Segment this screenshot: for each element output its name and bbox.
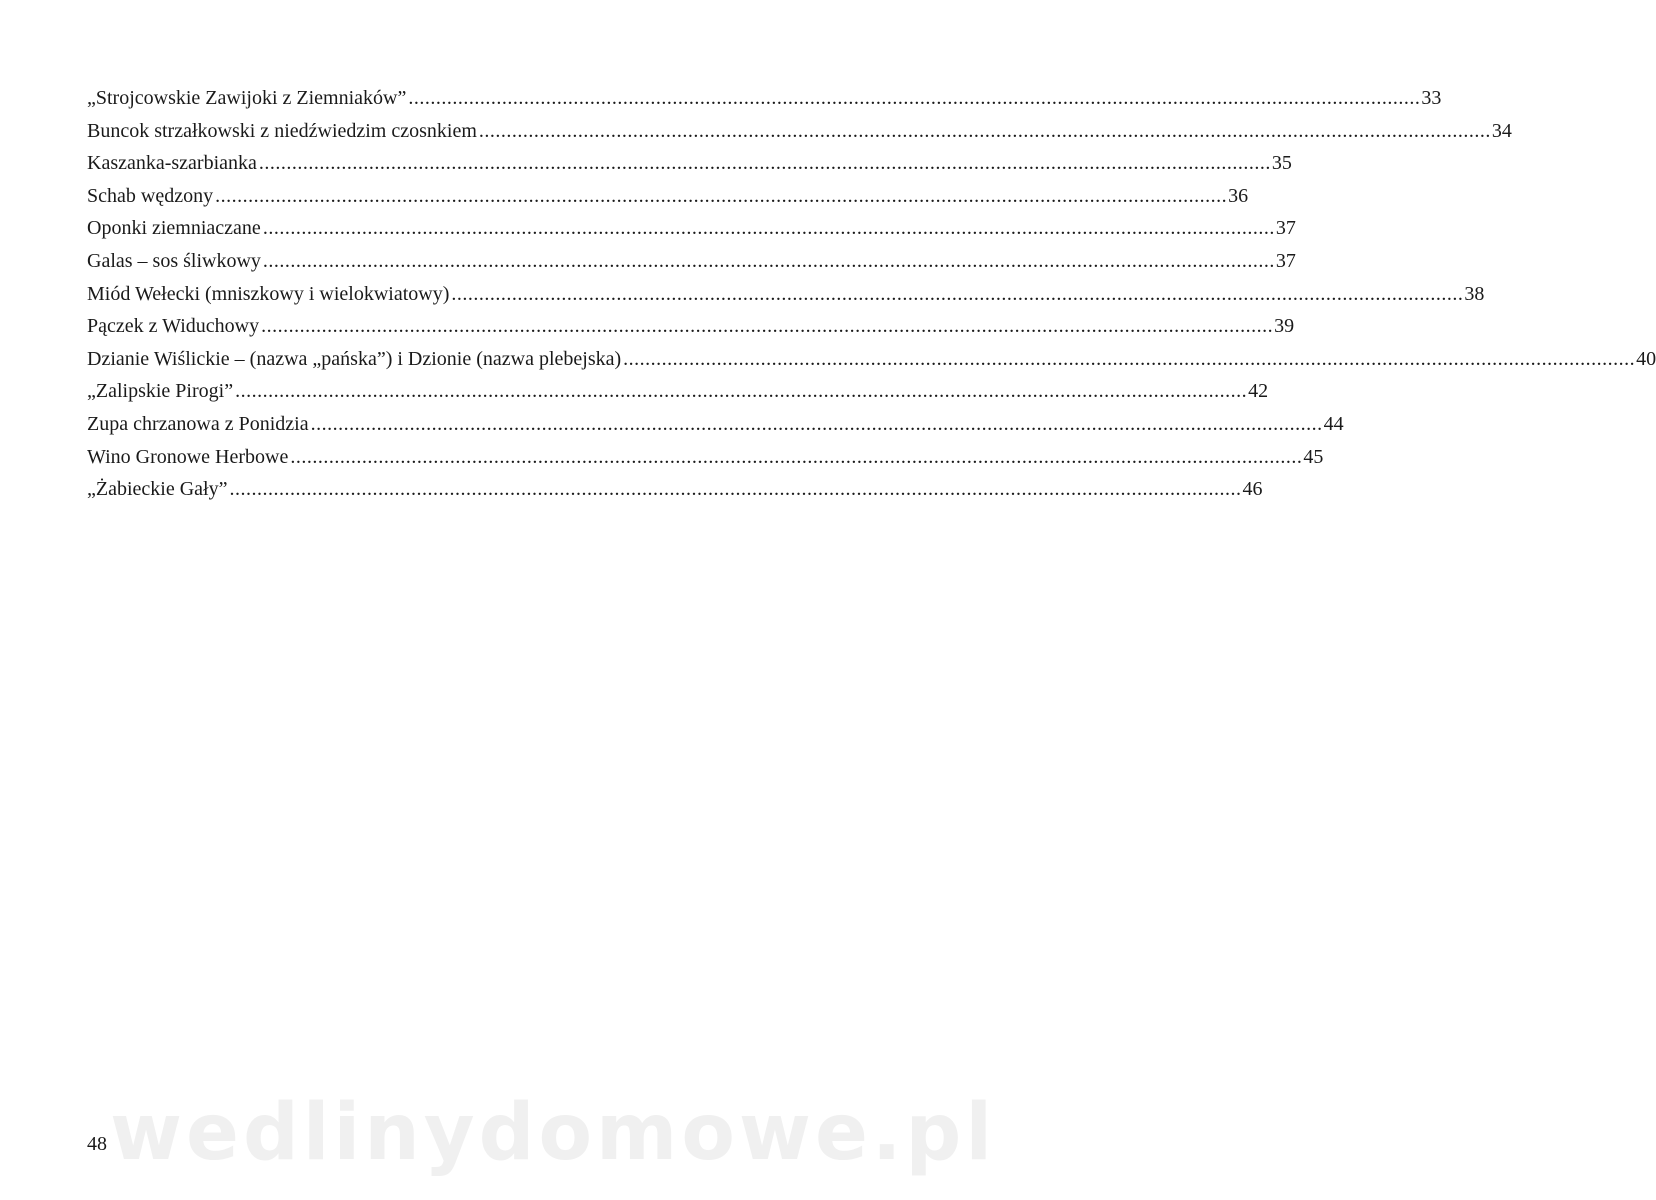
toc-entry-page: 45 — [1303, 445, 1324, 468]
toc-entry-page: 35 — [1271, 152, 1292, 175]
toc-dot-leader — [261, 310, 1273, 343]
toc-entry-page: 37 — [1275, 249, 1296, 272]
toc-entry[interactable] — [87, 375, 1269, 408]
toc-entry-page: 39 — [1274, 315, 1295, 338]
toc-entry-page: 33 — [1421, 87, 1442, 109]
toc-entry[interactable] — [87, 278, 1485, 311]
toc-entry-title: Kaszanka-szarbianka — [87, 152, 257, 175]
toc-dot-leader — [259, 147, 1271, 180]
toc-dot-leader — [215, 180, 1227, 213]
page-number: 48 — [87, 1133, 107, 1155]
toc-entry-title: Galas – sos śliwkowy — [87, 249, 261, 272]
toc-dot-leader — [623, 343, 1635, 376]
toc-entry-title: Oponki ziemniaczane — [87, 217, 261, 240]
toc-entry-title: „Strojcowskie Zawijoki z Ziemniaków” — [87, 87, 407, 109]
toc-dot-leader — [479, 115, 1491, 148]
toc-entry-title: Miód Wełecki (mniszkowy i wielokwiatowy) — [87, 282, 450, 305]
toc-entry-page: 38 — [1464, 282, 1485, 305]
toc-entry[interactable] — [87, 473, 1263, 506]
toc-entry[interactable] — [87, 441, 1324, 474]
toc-dot-leader — [311, 408, 1323, 441]
toc-entry[interactable] — [87, 82, 1442, 115]
toc-entry[interactable] — [87, 180, 1249, 213]
toc-dot-leader — [290, 441, 1302, 474]
watermark: wedlinydomowe.pl — [110, 1088, 997, 1178]
toc-entry-page: 44 — [1323, 412, 1344, 435]
toc-dot-leader — [451, 278, 1463, 311]
toc-entry[interactable] — [87, 408, 1344, 441]
toc-entry-title: Pączek z Widuchowy — [87, 315, 260, 338]
toc-dot-leader — [408, 82, 1420, 115]
toc-entry-page: 36 — [1228, 184, 1249, 207]
toc-entry-title: Buncok strzałkowski z niedźwiedzim czosnkiem — [87, 119, 477, 142]
toc-entry-page: 42 — [1248, 380, 1269, 403]
toc-dot-leader — [235, 375, 1247, 408]
toc-entry-title: Dzianie Wiślickie – (nazwa „pańska”) i Dzionie (nazwa plebejska) — [87, 347, 622, 370]
toc-dot-leader — [229, 473, 1241, 506]
toc-entry-page: 40 — [1636, 347, 1656, 370]
toc-entry[interactable] — [87, 310, 1295, 343]
toc-entry-page: 37 — [1275, 217, 1296, 240]
toc-entry-page: 46 — [1242, 478, 1263, 501]
toc-entry[interactable] — [87, 212, 1296, 245]
toc-entry[interactable] — [87, 245, 1296, 278]
table-of-contents — [87, 82, 1656, 506]
toc-entry[interactable] — [87, 147, 1292, 180]
toc-entry[interactable] — [87, 115, 1512, 148]
toc-entry-title: Zupa chrzanowa z Ponidzia — [87, 412, 309, 435]
toc-entry-title: „Zalipskie Pirogi” — [87, 380, 234, 403]
toc-entry[interactable] — [87, 343, 1656, 376]
toc-entry-title: Wino Gronowe Herbowe — [87, 445, 289, 468]
toc-entry-title: Schab wędzony — [87, 184, 214, 207]
toc-entry-page: 34 — [1491, 119, 1512, 142]
toc-dot-leader — [263, 212, 1275, 245]
toc-dot-leader — [263, 245, 1275, 278]
toc-entry-title: „Żabieckie Gały” — [87, 478, 228, 501]
